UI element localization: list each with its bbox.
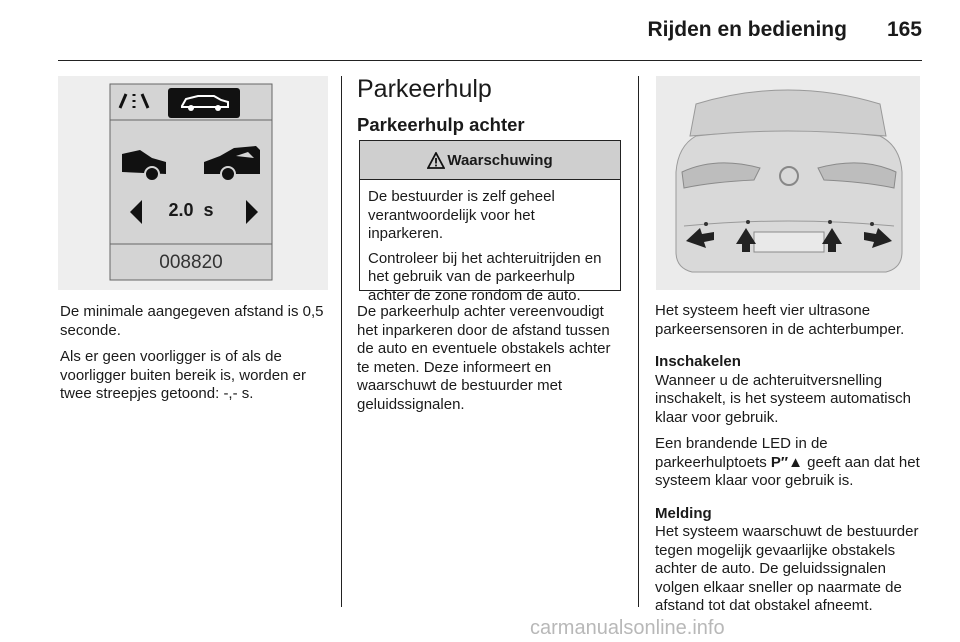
display-illustration: [58, 76, 328, 290]
activation-paragraph-2: [655, 435, 925, 491]
page-number: 165: [886, 18, 922, 41]
car-rear-illustration: [656, 76, 920, 290]
no-vehicle-paragraph: Als er geen voorligger is of als de voorligger buiten bereik is, worden er twee streepjes getoond: -,- s.: [60, 348, 306, 402]
page-header: [647, 18, 922, 42]
middle-body-text: De parkeerhulp achter vereenvoudigt het inparkeren door de afstand tussen de auto en eventuele obstakels achter te meten. Deze informeert en waarschuwt de bestuurder met geluidssignalen.: [357, 303, 611, 413]
activation-title: Inschakelen: [655, 353, 741, 370]
activation-paragraph-1: Wanneer u de achteruitversnelling inschakelt, is het systeem automatisch klaar voor gebruik.: [655, 371, 911, 426]
page-title: Rijden en bediening: [647, 18, 847, 41]
min-distance-paragraph: De minimale aangegeven afstand is 0,5 seconde.: [60, 303, 324, 339]
warning-title: Waarschuwing: [447, 151, 553, 169]
warning-paragraph-2: Controleer bij het achteruitrijden en het gebruik van de parkeerhulp achter de zone rondom de auto.: [368, 249, 602, 304]
car-rear-illustration-svg: [656, 76, 920, 290]
odometer-value: 008820: [159, 252, 223, 273]
warning-header: [360, 141, 620, 180]
column-divider-right: [638, 76, 639, 607]
section-heading: Parkeerhulp: [357, 75, 492, 103]
warning-triangle-icon: [427, 152, 445, 169]
parking-assist-button-icon: P″▲: [770, 453, 803, 471]
watermark: carmanualsonline.info: [530, 617, 725, 639]
activation-paragraph-2-start: Een brandende LED in de parkeerhulptoets: [655, 435, 828, 471]
warning-paragraph-1: De bestuurder is zelf geheel verantwoordelijk voor het inparkeren.: [368, 188, 555, 242]
header-rule: [58, 60, 922, 61]
notification-paragraph: Het systeem waarschuwt de bestuurder tegen mogelijk gevaarlijke obstakels achter de auto. De geluidssignalen volgen elkaar sneller op naarmate de afstand tot dat obstakel afneemt.: [655, 523, 919, 614]
notification-title: Melding: [655, 504, 712, 522]
sensors-intro: Het systeem heeft vier ultrasone parkeersensoren in de achterbumper.: [655, 302, 905, 338]
left-column-text: [60, 303, 330, 412]
warning-box: [359, 140, 621, 304]
activation-paragraph-2-end: geeft aan dat het systeem klaar voor gebruik is.: [655, 453, 920, 489]
column-divider-left: [341, 76, 342, 607]
section-subheading: Parkeerhulp achter: [357, 114, 525, 135]
right-column-text: [655, 302, 925, 624]
time-gap-value: 2.0 s: [168, 200, 214, 220]
warning-body: [360, 180, 620, 305]
